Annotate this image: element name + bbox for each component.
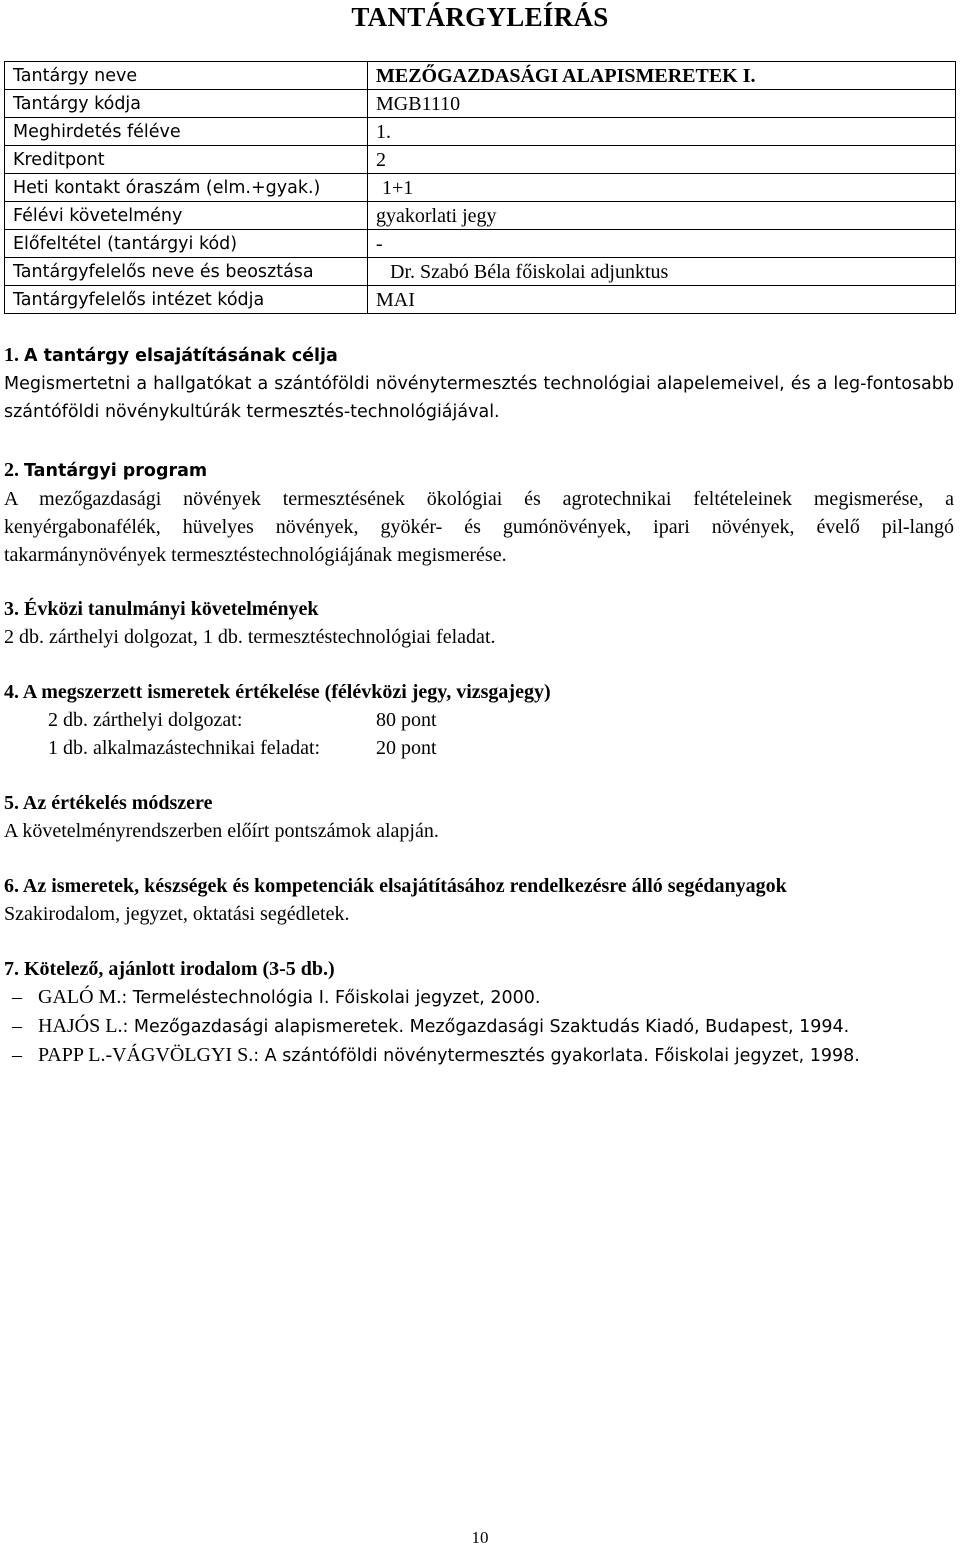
info-key: Tantárgy neve [5,62,368,90]
section-literature [4,955,954,1070]
section-title: Az ismeretek, készségek és kompetenciák elsajátításához rendelkezésre álló segédanyagok [22,875,787,897]
info-value: 1+1 [368,174,956,202]
info-value: MGB1110 [368,90,956,118]
info-value: - [368,230,956,258]
section-body: A mezőgazdasági növények termesztésének ökológiai és agrotechnikai feltételeinek megismerése, a kenyérgabonafélék, hüvelyes növények, gyökér- és gumónövények, ipari növények, évelő pil-langó takarmánynövények termesztéstechnológiájának megismerése. [4,488,954,566]
info-value: 2 [368,146,956,174]
section-program [4,456,954,569]
section-heading [4,595,954,623]
section-heading [4,456,954,485]
literature-item [4,1041,954,1070]
subject-info-table [4,61,956,314]
info-key: Tantárgyfelelős neve és beosztása [5,258,368,286]
section-number: 3. [4,598,19,620]
info-value: gyakorlati jegy [368,202,956,230]
section-method [4,789,954,845]
section-title: Az értékelés módszere [22,792,213,814]
dash-bullet-icon: – [12,986,22,1008]
info-key: Tantárgyfelelős intézet kódja [5,286,368,314]
page-number: 10 [471,1528,489,1547]
info-value: MAI [368,286,956,314]
section-number: 4. [4,681,19,703]
literature-author: GALÓ M. [38,986,122,1008]
info-key: Heti kontakt óraszám (elm.+gyak.) [5,174,368,202]
section-body: 2 db. zárthelyi dolgozat, 1 db. termesztéstechnológiai feladat. [4,626,496,648]
info-value: MEZŐGAZDASÁGI ALAPISMERETEK I. [368,62,956,90]
section-requirements [4,595,954,651]
info-key: Kreditpont [5,146,368,174]
section-title: Kötelező, ajánlott irodalom (3-5 db.) [24,958,335,980]
evaluation-points: 80 pont [376,709,437,731]
literature-text: : Termeléstechnológia I. Főiskolai jegyzet, 2000. [121,988,541,1008]
literature-text: : A szántóföldi növénytermesztés gyakorlata. Főiskolai jegyzet, 1998. [253,1046,860,1066]
section-heading [4,955,954,983]
info-row [5,118,956,146]
info-row [5,174,956,202]
info-key: Tantárgy kódja [5,90,368,118]
section-title: A megszerzett ismeretek értékelése (félévközi jegy, vizsgajegy) [22,681,551,703]
info-key: Meghirdetés féléve [5,118,368,146]
section-number: 1. [4,344,19,366]
evaluation-item [4,706,954,734]
info-row [5,146,956,174]
section-heading [4,789,954,817]
literature-item [4,1012,954,1041]
info-row [5,286,956,314]
info-value: Dr. Szabó Béla főiskolai adjunktus [368,258,956,286]
section-number: 2. [4,459,19,481]
section-heading [4,678,954,706]
literature-author: PAPP L.-VÁGVÖLGYI S. [38,1044,254,1066]
section-body: Megismertetni a hallgatókat a szántóföldi növénytermesztés technológiai alapelemeivel, és a leg-fontosabb szántóföldi növénykultúrák termesztés-technológiájával. [4,374,954,422]
info-row [5,202,956,230]
info-row [5,258,956,286]
section-title: A tantárgy elsajátításának célja [24,346,338,366]
evaluation-label: 1 db. alkalmazástechnikai feladat: [48,737,321,759]
section-goal [4,341,954,426]
section-materials [4,872,954,928]
section-body: Szakirodalom, jegyzet, oktatási segédletek. [4,903,350,925]
evaluation-points: 20 pont [376,737,437,759]
info-row [5,230,956,258]
section-number: 7. [4,958,19,980]
section-body: A követelményrendszerben előírt pontszámok alapján. [4,820,439,842]
info-value: 1. [368,118,956,146]
info-key: Félévi követelmény [5,202,368,230]
info-row [5,62,956,90]
literature-item [4,983,954,1012]
dash-bullet-icon: – [12,1044,22,1066]
section-evaluation [4,678,954,762]
document-title: TANTÁRGYLEÍRÁS [351,2,609,32]
evaluation-label: 2 db. zárthelyi dolgozat: [48,709,243,731]
evaluation-item [4,734,954,762]
section-title: Tantárgyi program [24,461,208,481]
info-row [5,90,956,118]
section-number: 5. [4,792,19,814]
info-key: Előfeltétel (tantárgyi kód) [5,230,368,258]
literature-author: HAJÓS L. [38,1015,123,1037]
section-heading [4,341,954,370]
section-title: Évközi tanulmányi követelmények [24,598,319,620]
dash-bullet-icon: – [12,1015,22,1037]
section-number: 6. [4,875,19,897]
section-heading [4,872,954,900]
literature-text: : Mezőgazdasági alapismeretek. Mezőgazdasági Szaktudás Kiadó, Budapest, 1994. [122,1017,850,1037]
